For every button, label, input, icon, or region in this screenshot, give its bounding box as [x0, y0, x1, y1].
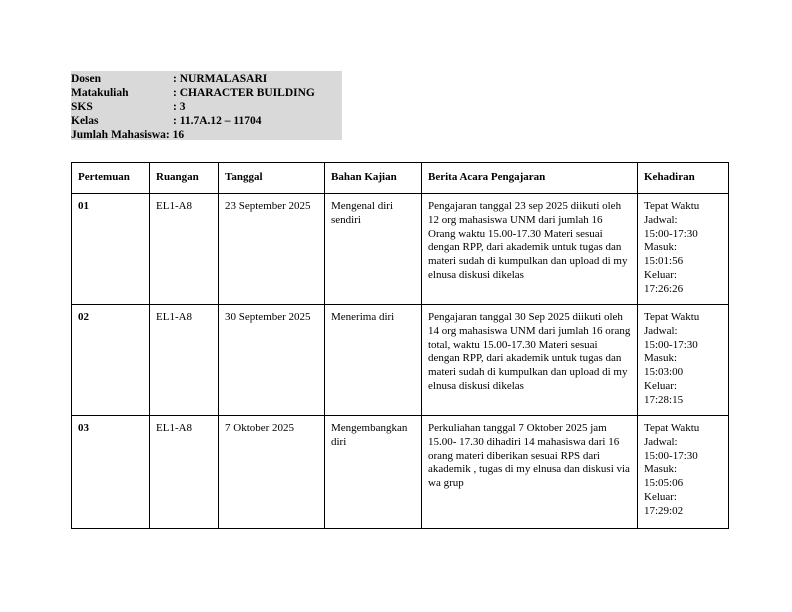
kehadiran-keluar-label: Keluar:: [644, 490, 677, 503]
kelas-value: : 11.7A.12 – 11704: [173, 115, 262, 127]
info-row-matakuliah: [71, 86, 342, 100]
table-row: [72, 194, 729, 305]
cell-pertemuan: 03: [72, 416, 150, 529]
table-row: [72, 305, 729, 416]
cell-bahan-kajian: Mengembangkan diri: [325, 416, 422, 529]
kehadiran-jadwal-value: 15:00-17:30: [644, 449, 698, 462]
cell-bahan-kajian: Mengenal diri sendiri: [325, 194, 422, 305]
kehadiran-keluar-value: 17:26:26: [644, 282, 684, 295]
course-info-block: [71, 71, 342, 140]
cell-kehadiran: [638, 194, 729, 305]
cell-ruangan: EL1-A8: [150, 416, 219, 529]
cell-berita-acara: Perkuliahan tanggal 7 Oktober 2025 jam 15.00- 17.30 dihadiri 14 mahasiswa dari 16 orang materi diberikan sesuai RPS dari akademik , tugas di my elnusa dan diskusi via wa grup: [422, 416, 638, 529]
kelas-label: Kelas: [71, 115, 99, 127]
header-bahan-kajian: Bahan Kajian: [325, 163, 422, 194]
matakuliah-value: : CHARACTER BUILDING: [173, 87, 315, 99]
sks-value: : 3: [173, 101, 186, 113]
cell-tanggal: 7 Oktober 2025: [219, 416, 325, 529]
kehadiran-masuk-value: 15:01:56: [644, 255, 684, 268]
cell-berita-acara: Pengajaran tanggal 23 sep 2025 diikuti oleh 12 org mahasiswa UNM dari jumlah 16 Orang waktu 15.00-17.30 Materi sesuai dengan RPP, dari akademik untuk tugas dan materi sudah di kumpulkan dan upload di my elnusa diskusi dikelas: [422, 194, 638, 305]
info-row-jumlah-mahasiswa: [71, 128, 342, 142]
kehadiran-status: Tepat Waktu: [644, 200, 700, 212]
kehadiran-keluar-label: Keluar:: [644, 379, 677, 392]
jumlah-mahasiswa-value: : 16: [165, 129, 185, 141]
kehadiran-masuk-label: Masuk:: [644, 352, 677, 365]
matakuliah-label: Matakuliah: [71, 87, 129, 99]
kehadiran-masuk-label: Masuk:: [644, 463, 677, 476]
cell-kehadiran: [638, 305, 729, 416]
kehadiran-jadwal-label: Jadwal:: [644, 213, 678, 226]
cell-pertemuan: 01: [72, 194, 150, 305]
header-ruangan: Ruangan: [150, 163, 219, 194]
dosen-value: : NURMALASARI: [173, 73, 268, 85]
cell-kehadiran: [638, 416, 729, 529]
kehadiran-jadwal-label: Jadwal:: [644, 324, 678, 337]
cell-pertemuan: 02: [72, 305, 150, 416]
info-row-dosen: [71, 72, 342, 86]
cell-ruangan: EL1-A8: [150, 305, 219, 416]
berita-acara-table: [71, 162, 729, 529]
kehadiran-masuk-label: Masuk:: [644, 241, 677, 254]
info-row-sks: [71, 100, 342, 114]
kehadiran-masuk-value: 15:05:06: [644, 477, 684, 490]
kehadiran-jadwal-value: 15:00-17:30: [644, 338, 698, 351]
header-pertemuan: Pertemuan: [72, 163, 150, 194]
cell-berita-acara: Pengajaran tanggal 30 Sep 2025 diikuti oleh 14 org mahasiswa UNM dari jumlah 16 orang total, waktu 15.00-17.30 Materi sesuai dengan RPP, dari akademik untuk tugas dan materi sudah di kumpulkan dan upload di my elnusa diskusi dikelas: [422, 305, 638, 416]
kehadiran-masuk-value: 15:03:00: [644, 366, 684, 379]
cell-tanggal: 30 September 2025: [219, 305, 325, 416]
header-tanggal: Tanggal: [219, 163, 325, 194]
kehadiran-keluar-value: 17:28:15: [644, 393, 684, 406]
kehadiran-status: Tepat Waktu: [644, 311, 700, 323]
table-row: [72, 416, 729, 529]
dosen-label: Dosen: [71, 73, 102, 85]
header-kehadiran: Kehadiran: [638, 163, 729, 194]
header-berita-acara: Berita Acara Pengajaran: [422, 163, 638, 194]
sks-label: SKS: [71, 101, 93, 113]
kehadiran-jadwal-value: 15:00-17:30: [644, 227, 698, 240]
jumlah-mahasiswa-label: Jumlah Mahasiswa: [71, 129, 166, 141]
kehadiran-keluar-label: Keluar:: [644, 268, 677, 281]
kehadiran-keluar-value: 17:29:02: [644, 504, 684, 517]
kehadiran-jadwal-label: Jadwal:: [644, 435, 678, 448]
table-header-row: [72, 163, 729, 194]
cell-tanggal: 23 September 2025: [219, 194, 325, 305]
cell-ruangan: EL1-A8: [150, 194, 219, 305]
info-row-kelas: [71, 114, 342, 128]
cell-bahan-kajian: Menerima diri: [325, 305, 422, 416]
kehadiran-status: Tepat Waktu: [644, 422, 700, 434]
